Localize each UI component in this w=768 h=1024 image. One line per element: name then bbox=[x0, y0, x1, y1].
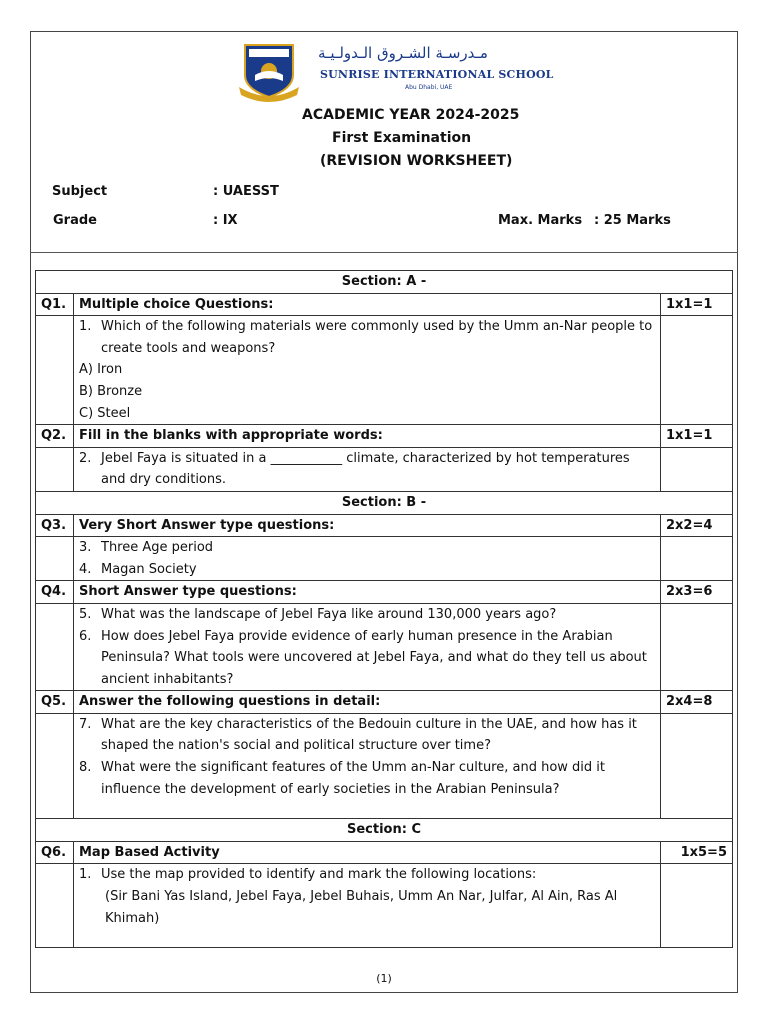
question-item bbox=[79, 714, 655, 757]
question-item bbox=[79, 864, 655, 886]
q3-marks: 2x2=4 bbox=[660, 514, 732, 537]
question-item bbox=[79, 757, 655, 800]
school-location: Abu Dhabi, UAE bbox=[405, 84, 453, 91]
q5-number: Q5. bbox=[36, 691, 74, 714]
exam-title: First Examination bbox=[332, 130, 472, 146]
q2-number: Q2. bbox=[36, 425, 74, 448]
grade-value: : IX bbox=[213, 213, 238, 228]
question-item bbox=[79, 316, 655, 359]
question-item bbox=[79, 626, 655, 691]
question-item bbox=[79, 537, 655, 559]
q1-body bbox=[74, 316, 661, 425]
question-text: Three Age period bbox=[101, 540, 214, 556]
q2-header-row bbox=[36, 425, 733, 448]
q2-body-row bbox=[36, 447, 733, 491]
question-text: Jebel Faya is situated in a ___________ climate, characterized by hot temperatures and dry conditions. bbox=[101, 450, 630, 488]
question-text: What were the significant features of the Umm an-Nar culture, and how did it influence the development of early societies in the Arabian Peninsula? bbox=[101, 760, 606, 797]
question-text: What are the key characteristics of the Bedouin culture in the UAE, and how has it shaped the nation's social and political structure over time? bbox=[101, 716, 637, 754]
q4-number: Q4. bbox=[36, 581, 74, 604]
question-number: 4. bbox=[79, 561, 92, 577]
q4-body bbox=[74, 603, 661, 690]
section-b-title: Section: B - bbox=[36, 491, 733, 514]
option-b: B) Bronze bbox=[79, 383, 143, 399]
q6-body-row bbox=[36, 864, 733, 948]
question-number: 8. bbox=[79, 760, 92, 776]
school-logo bbox=[237, 41, 301, 103]
question-text: Which of the following materials were commonly used by the Umm an-Nar people to create tools and weapons? bbox=[101, 319, 653, 356]
q5-header-row bbox=[36, 691, 733, 714]
map-locations: (Sir Bani Yas Island, Jebel Faya, Jebel Buhais, Umm An Nar, Julfar, Al Ain, Ras Al Khimah) bbox=[105, 889, 618, 926]
question-text: What was the landscape of Jebel Faya like around 130,000 years ago? bbox=[101, 606, 557, 622]
max-marks-value: : 25 Marks bbox=[594, 213, 671, 228]
q1-header-row bbox=[36, 293, 733, 316]
q3-number: Q3. bbox=[36, 514, 74, 537]
page-number: (1) bbox=[376, 972, 392, 985]
grade-label: Grade bbox=[53, 213, 97, 228]
question-text: How does Jebel Faya provide evidence of early human presence in the Arabian Peninsula? What tools were uncovered at Jebel Faya, and what do they tell us about ancient inhabitants? bbox=[101, 628, 647, 687]
q3-title: Very Short Answer type questions: bbox=[74, 514, 661, 537]
section-c-row bbox=[36, 819, 733, 842]
q1-number: Q1. bbox=[36, 293, 74, 316]
q3-header-row bbox=[36, 514, 733, 537]
section-b-row bbox=[36, 491, 733, 514]
q4-header-row bbox=[36, 581, 733, 604]
school-name-english: SUNRISE INTERNATIONAL SCHOOL bbox=[320, 68, 554, 81]
school-name-arabic: مـدرسـة الشـروق الـدولـيـة bbox=[318, 44, 488, 62]
option-c: C) Steel bbox=[79, 405, 131, 421]
section-a-row bbox=[36, 271, 733, 294]
q5-body-row bbox=[36, 713, 733, 818]
q5-title: Answer the following questions in detail: bbox=[74, 691, 661, 714]
q6-body bbox=[74, 864, 661, 948]
q6-header-row bbox=[36, 841, 733, 864]
q3-body-row bbox=[36, 537, 733, 581]
q4-body-row bbox=[36, 603, 733, 690]
q1-body-row bbox=[36, 316, 733, 425]
q3-body bbox=[74, 537, 661, 581]
q6-title: Map Based Activity bbox=[74, 841, 661, 864]
q2-body bbox=[74, 447, 661, 491]
max-marks-label: Max. Marks bbox=[498, 213, 583, 228]
question-number: 7. bbox=[79, 716, 92, 732]
question-number: 1. bbox=[79, 319, 92, 335]
question-number: 1. bbox=[79, 867, 92, 883]
academic-year: ACADEMIC YEAR 2024-2025 bbox=[302, 107, 520, 123]
section-c-title: Section: C bbox=[36, 819, 733, 842]
q6-number: Q6. bbox=[36, 841, 74, 864]
question-text: Use the map provided to identify and mark the following locations: bbox=[101, 867, 537, 883]
q5-body bbox=[74, 713, 661, 818]
question-number: 5. bbox=[79, 606, 92, 622]
question-item bbox=[79, 559, 655, 581]
section-a-title: Section: A - bbox=[36, 271, 733, 294]
q5-marks: 2x4=8 bbox=[660, 691, 732, 714]
option-a: A) Iron bbox=[79, 362, 123, 378]
question-text: Magan Society bbox=[101, 561, 197, 577]
question-number: 6. bbox=[79, 628, 92, 644]
question-item bbox=[79, 604, 655, 626]
q6-marks: 1x5=5 bbox=[660, 841, 732, 864]
q4-marks: 2x3=6 bbox=[660, 581, 732, 604]
subject-value: : UAESST bbox=[213, 184, 279, 199]
worksheet-title: (REVISION WORKSHEET) bbox=[320, 153, 513, 169]
q4-title: Short Answer type questions: bbox=[74, 581, 661, 604]
q1-title: Multiple choice Questions: bbox=[74, 293, 661, 316]
question-number: 2. bbox=[79, 450, 92, 466]
header-divider bbox=[30, 252, 738, 253]
question-number: 3. bbox=[79, 540, 92, 556]
q2-title: Fill in the blanks with appropriate words: bbox=[74, 425, 661, 448]
q2-marks: 1x1=1 bbox=[660, 425, 732, 448]
q1-marks: 1x1=1 bbox=[660, 293, 732, 316]
question-table bbox=[35, 270, 733, 948]
subject-label: Subject bbox=[52, 184, 108, 199]
question-item bbox=[79, 448, 655, 491]
